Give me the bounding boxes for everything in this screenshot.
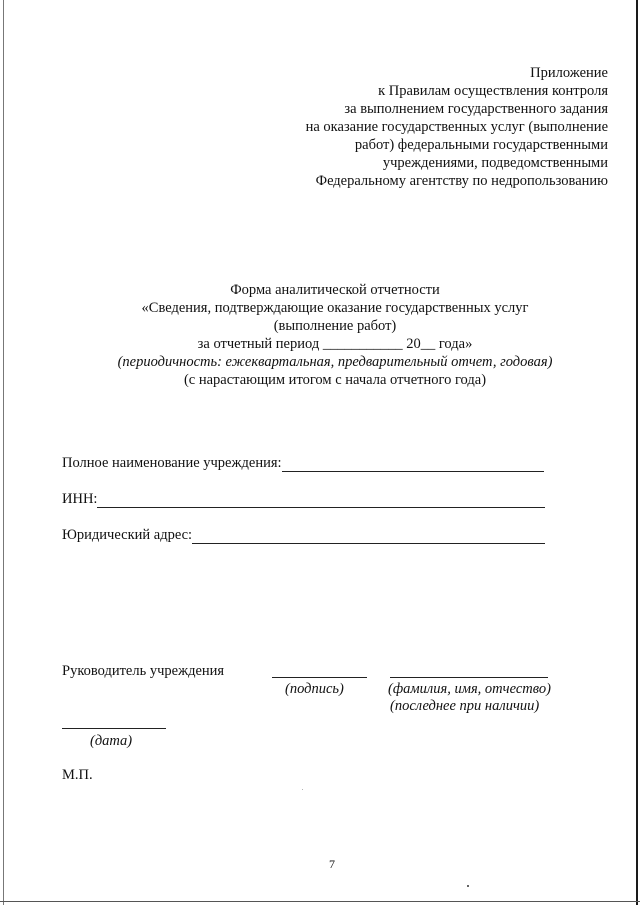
appendix-line: на оказание государственных услуг (выполнение	[305, 119, 608, 135]
form-title-block	[70, 281, 600, 389]
inn-field	[62, 490, 545, 508]
stamp-placeholder: М.П.	[62, 767, 93, 783]
signature-caption: (подпись)	[285, 681, 344, 697]
legal-address-blank[interactable]	[192, 529, 545, 544]
scan-edge-bottom	[0, 901, 640, 902]
scan-speck	[467, 885, 469, 887]
legal-address-label: Юридический адрес:	[62, 527, 193, 543]
scan-speck	[302, 789, 303, 790]
scan-edge-left	[3, 0, 4, 905]
date-line[interactable]	[62, 727, 166, 729]
inn-label: ИНН:	[62, 491, 98, 507]
appendix-line: Приложение	[530, 65, 608, 81]
institution-name-blank[interactable]	[282, 457, 544, 472]
patronymic-note: (последнее при наличии)	[390, 698, 540, 714]
appendix-line: учреждениями, подведомственными	[382, 155, 608, 171]
form-subtitle: (выполнение работ)	[273, 318, 397, 334]
appendix-line: за выполнением государственного задания	[344, 101, 608, 117]
legal-address-field	[62, 526, 545, 544]
appendix-line: Федеральному агентству по недропользованию	[315, 173, 608, 189]
appendix-line: работ) федеральными государственными	[354, 137, 608, 153]
form-subtitle: «Сведения, подтверждающие оказание государственных услуг	[141, 300, 529, 316]
page-number: 7	[329, 857, 335, 871]
institution-name-field	[62, 454, 544, 472]
form-title: Форма аналитической отчетности	[230, 282, 440, 298]
full-name-line[interactable]	[390, 676, 548, 678]
scan-edge-right	[636, 0, 638, 905]
signature-line[interactable]	[272, 676, 367, 678]
date-caption: (дата)	[90, 733, 133, 749]
cumulative-note: (с нарастающим итогом с начала отчетного года)	[183, 372, 487, 388]
full-name-caption: (фамилия, имя, отчество)	[388, 681, 551, 697]
inn-blank[interactable]	[97, 493, 545, 508]
appendix-line: к Правилам осуществления контроля	[378, 83, 608, 99]
institution-name-label: Полное наименование учреждения:	[62, 455, 282, 471]
periodicity-note: (периодичность: ежеквартальная, предварительный отчет, годовая)	[117, 354, 553, 370]
reporting-period-line: за отчетный период ___________ 20__ года»	[197, 336, 473, 352]
appendix-header	[248, 64, 608, 190]
head-of-institution-label: Руководитель учреждения	[62, 663, 225, 679]
